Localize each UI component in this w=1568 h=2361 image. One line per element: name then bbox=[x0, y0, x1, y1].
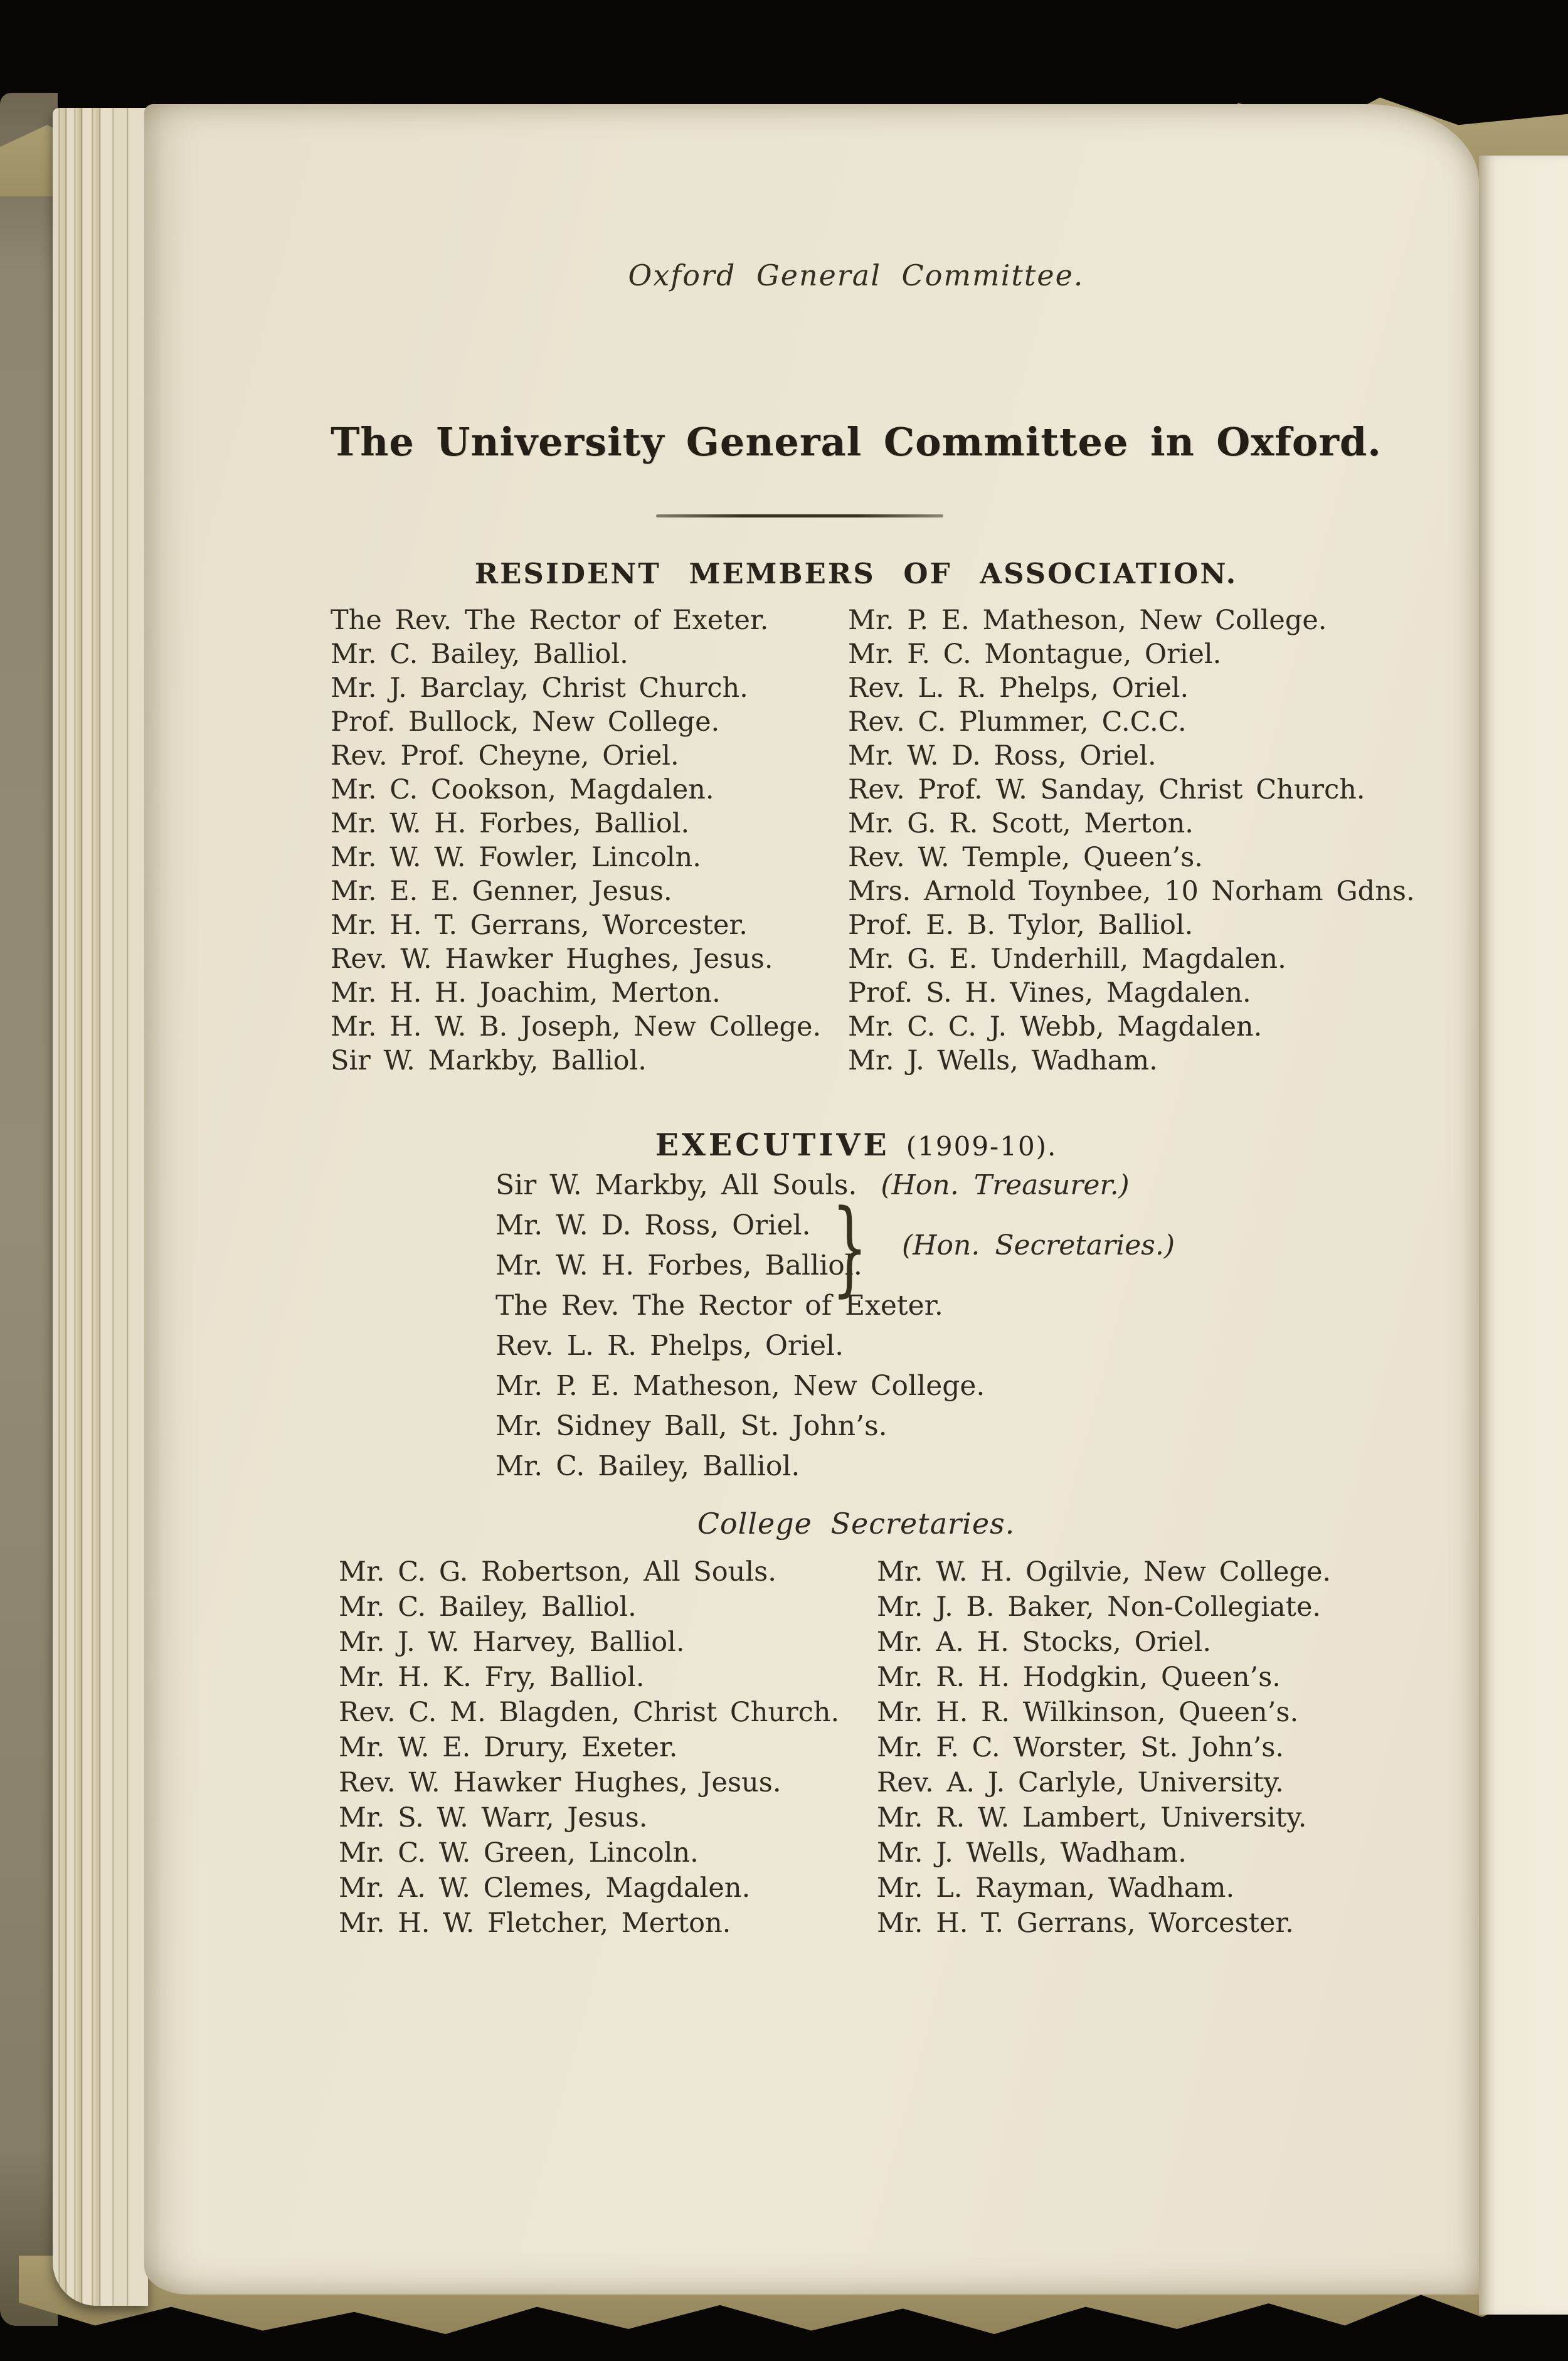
secretary-line: Mr. C. W. Green, Lincoln. bbox=[339, 1837, 699, 1869]
member-line: Rev. W. Temple, Queen’s. bbox=[848, 842, 1203, 873]
secretary-line: Rev. C. M. Blagden, Christ Church. bbox=[339, 1697, 840, 1728]
member-line: Mr. J. Wells, Wadham. bbox=[848, 1045, 1158, 1076]
executive-secretary-line: Mr. W. H. Forbes, Balliol. bbox=[495, 1249, 862, 1281]
member-line: Rev. C. Plummer, C.C.C. bbox=[848, 706, 1187, 738]
secretary-line: Mr. H. T. Gerrans, Worcester. bbox=[877, 1907, 1294, 1939]
executive-heading bbox=[144, 1127, 1568, 1163]
member-line: Mr. W. W. Fowler, Lincoln. bbox=[331, 842, 701, 873]
secretary-line: Mr. A. W. Clemes, Magdalen. bbox=[339, 1872, 751, 1904]
executive-list bbox=[495, 1165, 1175, 1487]
member-line: Mr. F. C. Montague, Oriel. bbox=[848, 639, 1222, 670]
secretary-line: Mr. R. W. Lambert, University. bbox=[877, 1802, 1307, 1833]
member-line: Mr. G. R. Scott, Merton. bbox=[848, 808, 1194, 839]
secretary-line: Mr. H. R. Wilkinson, Queen’s. bbox=[877, 1697, 1299, 1728]
resident-members-right-column bbox=[848, 603, 1415, 1078]
member-line: Sir W. Markby, Balliol. bbox=[331, 1045, 647, 1076]
executive-term: (1909-10). bbox=[906, 1131, 1057, 1162]
secretary-line: Mr. R. H. Hodgkin, Queen’s. bbox=[877, 1662, 1281, 1693]
executive-secretaries-role: (Hon. Secretaries.) bbox=[902, 1229, 1175, 1261]
title-divider-rule bbox=[656, 514, 943, 517]
secretary-line: Mr. H. W. Fletcher, Merton. bbox=[339, 1907, 731, 1939]
running-header: Oxford General Committee. bbox=[628, 258, 1084, 292]
secretary-line: Mr. C. G. Robertson, All Souls. bbox=[339, 1556, 776, 1588]
secretary-line: Mr. L. Rayman, Wadham. bbox=[877, 1872, 1235, 1904]
executive-treasurer-name: Sir W. Markby, All Souls. bbox=[495, 1169, 857, 1201]
member-line: Mr. J. Barclay, Christ Church. bbox=[331, 672, 748, 704]
member-line: Mr. C. Bailey, Balliol. bbox=[331, 639, 628, 670]
member-line: Mr. W. H. Forbes, Balliol. bbox=[331, 808, 690, 839]
executive-treasurer-role: (Hon. Treasurer.) bbox=[881, 1169, 1130, 1201]
member-line: Prof. Bullock, New College. bbox=[331, 706, 720, 738]
member-line: Rev. W. Hawker Hughes, Jesus. bbox=[331, 943, 773, 975]
resident-members-heading: RESIDENT MEMBERS OF ASSOCIATION. bbox=[474, 557, 1238, 590]
college-secretaries-heading: College Secretaries. bbox=[697, 1507, 1015, 1541]
secretary-line: Mr. F. C. Worster, St. John’s. bbox=[877, 1732, 1285, 1763]
secretary-line: Mr. W. E. Drury, Exeter. bbox=[339, 1732, 678, 1763]
resident-members-left-column bbox=[331, 603, 821, 1078]
secretary-line: Mr. W. H. Ogilvie, New College. bbox=[877, 1556, 1332, 1588]
executive-members-list bbox=[495, 1286, 1130, 1487]
member-line: Mr. G. E. Underhill, Magdalen. bbox=[848, 943, 1286, 975]
secretary-line: Rev. W. Hawker Hughes, Jesus. bbox=[339, 1767, 781, 1798]
college-secretaries-left-column bbox=[339, 1554, 839, 1941]
executive-treasurer-line bbox=[495, 1165, 1130, 1206]
executive-member-line: Mr. C. Bailey, Balliol. bbox=[495, 1450, 800, 1482]
member-line: Mr. E. E. Genner, Jesus. bbox=[331, 876, 672, 907]
member-line: Prof. S. H. Vines, Magdalen. bbox=[848, 977, 1251, 1009]
secretary-line: Mr. S. W. Warr, Jesus. bbox=[339, 1802, 648, 1833]
secretary-line: Mr. C. Bailey, Balliol. bbox=[339, 1591, 637, 1623]
member-line: Mr. H. H. Joachim, Merton. bbox=[331, 977, 721, 1009]
college-secretaries-right-column bbox=[877, 1554, 1331, 1941]
executive-heading-word: EXECUTIVE bbox=[655, 1127, 890, 1163]
member-line: Mr. W. D. Ross, Oriel. bbox=[848, 740, 1157, 772]
member-line: Mr. C. C. J. Webb, Magdalen. bbox=[848, 1011, 1263, 1043]
executive-member-line: The Rev. The Rector of Exeter. bbox=[495, 1290, 943, 1322]
member-line: Mr. H. W. B. Joseph, New College. bbox=[331, 1011, 822, 1043]
member-line: Mr. C. Cookson, Magdalen. bbox=[331, 774, 714, 805]
executive-member-line: Mr. P. E. Matheson, New College. bbox=[495, 1370, 985, 1402]
secretary-line: Mr. J. Wells, Wadham. bbox=[877, 1837, 1187, 1869]
member-line: Rev. L. R. Phelps, Oriel. bbox=[848, 672, 1189, 704]
page-title: The University General Committee in Oxford. bbox=[331, 419, 1382, 465]
secretary-line: Mr. J. B. Baker, Non-Collegiate. bbox=[877, 1591, 1322, 1623]
member-line: Mr. H. T. Gerrans, Worcester. bbox=[331, 910, 748, 941]
secretary-line: Mr. A. H. Stocks, Oriel. bbox=[877, 1626, 1212, 1658]
member-line: Rev. Prof. Cheyne, Oriel. bbox=[331, 740, 679, 772]
curly-brace: } bbox=[832, 1187, 868, 1307]
member-line: The Rev. The Rector of Exeter. bbox=[331, 605, 769, 636]
executive-secretary-line: Mr. W. D. Ross, Oriel. bbox=[495, 1209, 811, 1241]
executive-member-line: Rev. L. R. Phelps, Oriel. bbox=[495, 1330, 844, 1362]
member-line: Prof. E. B. Tylor, Balliol. bbox=[848, 910, 1194, 941]
secretary-line: Mr. H. K. Fry, Balliol. bbox=[339, 1662, 645, 1693]
member-line: Mrs. Arnold Toynbee, 10 Norham Gdns. bbox=[848, 876, 1415, 907]
member-line: Mr. P. E. Matheson, New College. bbox=[848, 605, 1327, 636]
secretary-line: Rev. A. J. Carlyle, University. bbox=[877, 1767, 1284, 1798]
executive-member-line: Mr. Sidney Ball, St. John’s. bbox=[495, 1410, 887, 1442]
secretary-line: Mr. J. W. Harvey, Balliol. bbox=[339, 1626, 685, 1658]
member-line: Rev. Prof. W. Sanday, Christ Church. bbox=[848, 774, 1365, 805]
